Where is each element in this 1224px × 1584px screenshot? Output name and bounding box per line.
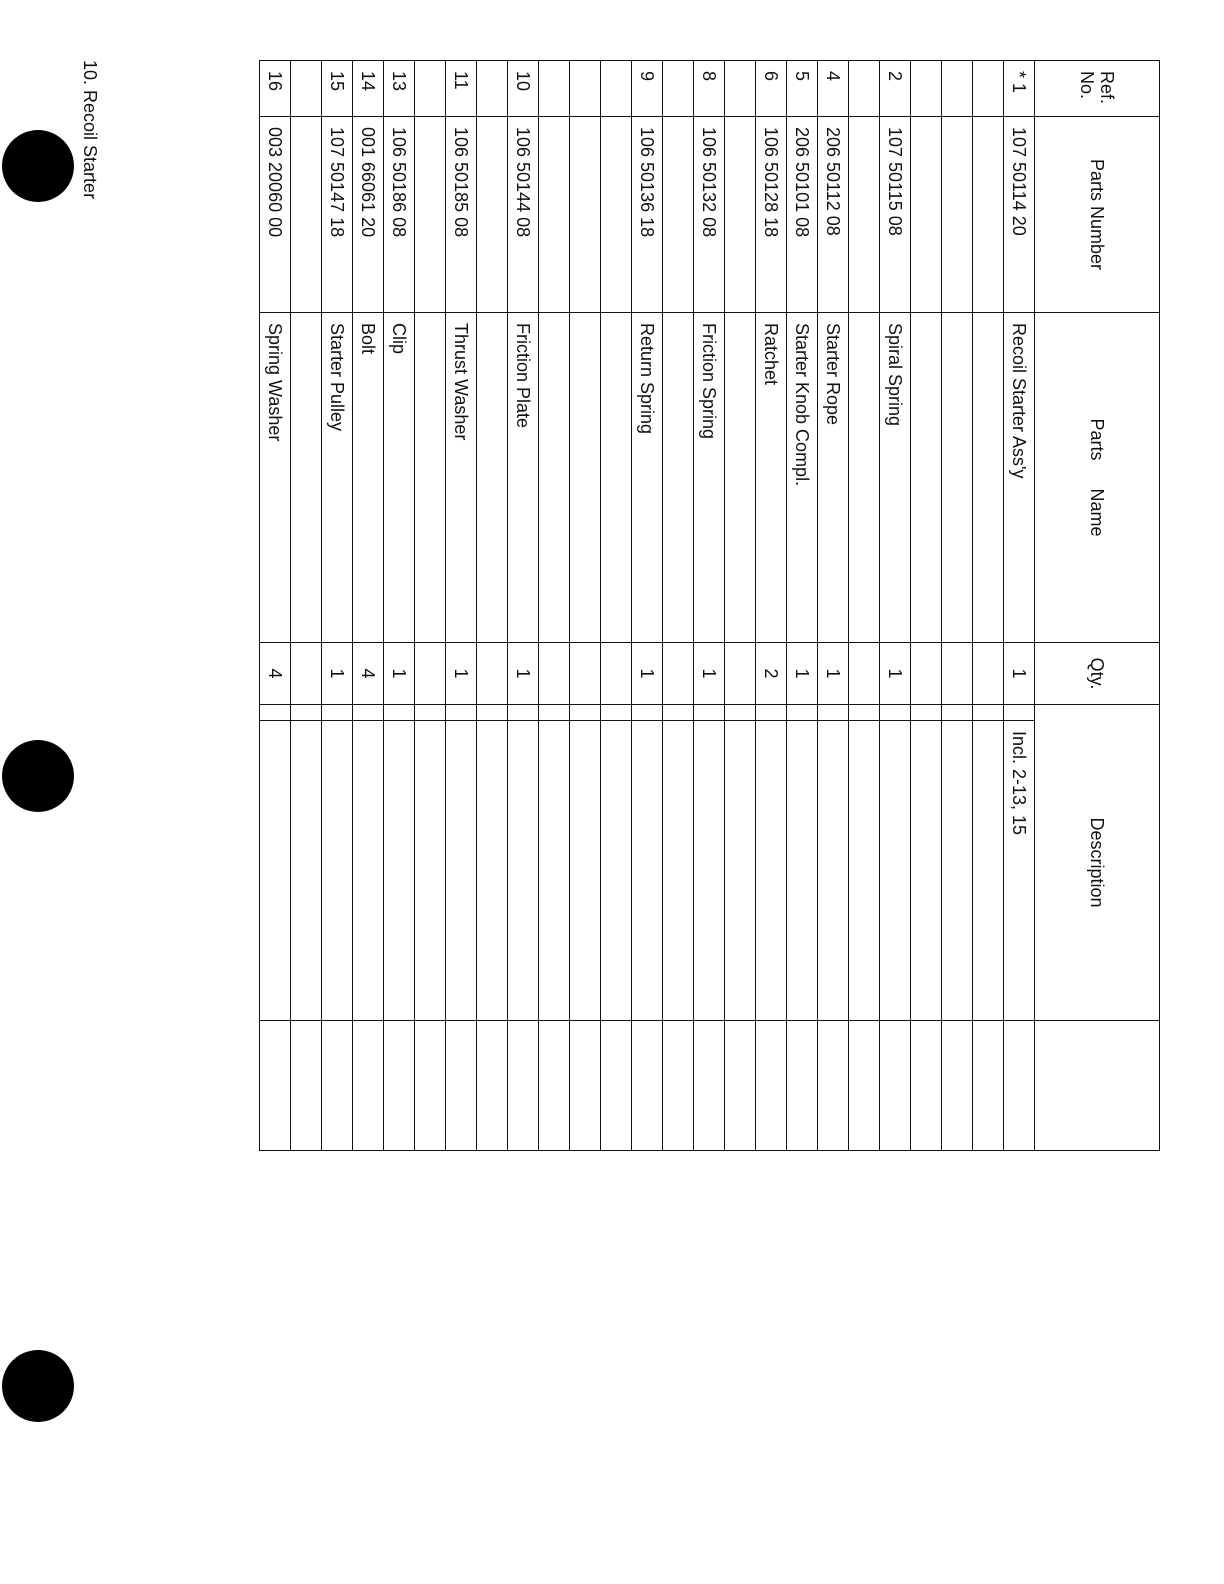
cell-spacer: [880, 705, 911, 721]
cell-ref-no: 2: [880, 61, 911, 117]
cell-parts-name: [911, 313, 942, 643]
table-row: [694, 61, 725, 1151]
cell-spacer: [818, 705, 849, 721]
cell-ref-no: [539, 61, 570, 117]
cell-description: [973, 721, 1004, 1021]
table-row: [663, 61, 694, 1151]
cell-blank: [322, 1021, 353, 1151]
cell-blank: [415, 1021, 446, 1151]
cell-blank: [384, 1021, 415, 1151]
cell-parts-name: [942, 313, 973, 643]
cell-description: [880, 721, 911, 1021]
cell-spacer: [694, 705, 725, 721]
cell-parts-name: [477, 313, 508, 643]
cell-blank: [291, 1021, 322, 1151]
cell-spacer: [849, 705, 880, 721]
header-description: Description: [1035, 705, 1160, 1021]
cell-parts-number: 106 50144 08: [508, 117, 539, 313]
cell-parts-name: [539, 313, 570, 643]
cell-parts-number: 106 50136 18: [632, 117, 663, 313]
cell-description: [725, 721, 756, 1021]
cell-ref-no: 8: [694, 61, 725, 117]
table-row: [1004, 61, 1035, 1151]
cell-blank: [508, 1021, 539, 1151]
cell-ref-no: [291, 61, 322, 117]
cell-ref-no: [477, 61, 508, 117]
cell-ref-no: [570, 61, 601, 117]
cell-description: [539, 721, 570, 1021]
table-row: [787, 61, 818, 1151]
cell-spacer: [756, 705, 787, 721]
cell-qty: [291, 643, 322, 705]
section-title: 10. Recoil Starter: [80, 60, 100, 200]
cell-qty: [601, 643, 632, 705]
cell-parts-name: Starter Knob Compl.: [787, 313, 818, 643]
cell-spacer: [477, 705, 508, 721]
header-parts-number: Parts Number: [1035, 117, 1160, 313]
table-row: [818, 61, 849, 1151]
cell-description: [322, 721, 353, 1021]
cell-parts-number: [415, 117, 446, 313]
table-row: [973, 61, 1004, 1151]
cell-parts-name: Friction Spring: [694, 313, 725, 643]
cell-parts-name: [849, 313, 880, 643]
cell-ref-no: 10: [508, 61, 539, 117]
cell-parts-name: Bolt: [353, 313, 384, 643]
cell-description: [849, 721, 880, 1021]
parts-table-body: [260, 61, 1035, 1151]
cell-parts-name: Recoil Starter Ass'y: [1004, 313, 1035, 643]
cell-parts-name: Friction Plate: [508, 313, 539, 643]
header-ref-no: Ref. No.: [1035, 61, 1160, 117]
cell-spacer: [322, 705, 353, 721]
cell-spacer: [973, 705, 1004, 721]
cell-qty: 1: [694, 643, 725, 705]
cell-parts-name: Return Spring: [632, 313, 663, 643]
cell-ref-no: [725, 61, 756, 117]
table-row: [260, 61, 291, 1151]
table-row: [415, 61, 446, 1151]
cell-parts-number: 003 20060 00: [260, 117, 291, 313]
cell-spacer: [291, 705, 322, 721]
cell-spacer: [353, 705, 384, 721]
header-parts-name: Parts Name: [1035, 313, 1160, 643]
cell-description: [570, 721, 601, 1021]
cell-description: [787, 721, 818, 1021]
table-row: [942, 61, 973, 1151]
cell-parts-number: 001 66061 20: [353, 117, 384, 313]
cell-parts-number: [601, 117, 632, 313]
cell-blank: [756, 1021, 787, 1151]
cell-blank: [973, 1021, 1004, 1151]
cell-parts-name: Thrust Washer: [446, 313, 477, 643]
cell-blank: [787, 1021, 818, 1151]
cell-parts-name: Spring Washer: [260, 313, 291, 643]
cell-description: [415, 721, 446, 1021]
cell-qty: [849, 643, 880, 705]
cell-spacer: [539, 705, 570, 721]
table-row: [880, 61, 911, 1151]
cell-description: [756, 721, 787, 1021]
cell-description: [911, 721, 942, 1021]
cell-blank: [694, 1021, 725, 1151]
cell-qty: [539, 643, 570, 705]
cell-ref-no: [415, 61, 446, 117]
cell-spacer: [787, 705, 818, 721]
cell-spacer: [508, 705, 539, 721]
cell-parts-name: [601, 313, 632, 643]
cell-blank: [663, 1021, 694, 1151]
cell-qty: [911, 643, 942, 705]
cell-blank: [1004, 1021, 1035, 1151]
cell-parts-number: [911, 117, 942, 313]
cell-qty: [942, 643, 973, 705]
cell-spacer: [911, 705, 942, 721]
cell-ref-no: [911, 61, 942, 117]
cell-spacer: [1004, 705, 1035, 721]
cell-parts-number: [725, 117, 756, 313]
cell-blank: [880, 1021, 911, 1151]
cell-ref-no: [973, 61, 1004, 117]
cell-blank: [849, 1021, 880, 1151]
cell-blank: [942, 1021, 973, 1151]
table-row: [570, 61, 601, 1151]
cell-parts-number: 106 50132 08: [694, 117, 725, 313]
cell-blank: [260, 1021, 291, 1151]
cell-description: [818, 721, 849, 1021]
cell-parts-name: Starter Rope: [818, 313, 849, 643]
cell-parts-number: 107 50115 08: [880, 117, 911, 313]
cell-ref-no: 13: [384, 61, 415, 117]
cell-qty: 1: [384, 643, 415, 705]
cell-qty: 2: [756, 643, 787, 705]
cell-description: [353, 721, 384, 1021]
table-row: [725, 61, 756, 1151]
table-row: [632, 61, 663, 1151]
cell-qty: [973, 643, 1004, 705]
cell-parts-number: 106 50128 18: [756, 117, 787, 313]
cell-qty: 4: [260, 643, 291, 705]
cell-ref-no: [663, 61, 694, 117]
table-row: [446, 61, 477, 1151]
cell-qty: 1: [787, 643, 818, 705]
cell-description: Incl. 2-13, 15: [1004, 721, 1035, 1021]
cell-description: [663, 721, 694, 1021]
cell-blank: [570, 1021, 601, 1151]
cell-qty: 1: [632, 643, 663, 705]
cell-blank: [632, 1021, 663, 1151]
cell-parts-name: [663, 313, 694, 643]
cell-parts-number: 106 50186 08: [384, 117, 415, 313]
cell-parts-number: 107 50147 18: [322, 117, 353, 313]
cell-ref-no: 16: [260, 61, 291, 117]
cell-parts-number: [973, 117, 1004, 313]
cell-ref-no: 5: [787, 61, 818, 117]
cell-ref-no: [601, 61, 632, 117]
cell-parts-name: Starter Pulley: [322, 313, 353, 643]
cell-description: [260, 721, 291, 1021]
cell-parts-name: Ratchet: [756, 313, 787, 643]
cell-description: [446, 721, 477, 1021]
cell-parts-name: [415, 313, 446, 643]
cell-blank: [353, 1021, 384, 1151]
cell-parts-number: [570, 117, 601, 313]
cell-parts-number: 107 50114 20: [1004, 117, 1035, 313]
cell-qty: 1: [880, 643, 911, 705]
cell-ref-no: 6: [756, 61, 787, 117]
cell-blank: [446, 1021, 477, 1151]
cell-qty: 1: [446, 643, 477, 705]
cell-qty: 4: [353, 643, 384, 705]
cell-blank: [539, 1021, 570, 1151]
cell-qty: [570, 643, 601, 705]
table-row: [384, 61, 415, 1151]
parts-table: [259, 60, 1160, 1151]
cell-spacer: [446, 705, 477, 721]
table-row: [756, 61, 787, 1151]
cell-parts-name: [570, 313, 601, 643]
cell-qty: 1: [1004, 643, 1035, 705]
header-row: [1035, 61, 1160, 1151]
table-row: [539, 61, 570, 1151]
cell-spacer: [260, 705, 291, 721]
cell-qty: 1: [322, 643, 353, 705]
cell-ref-no: 4: [818, 61, 849, 117]
cell-parts-number: [539, 117, 570, 313]
table-row: [477, 61, 508, 1151]
cell-parts-number: 106 50185 08: [446, 117, 477, 313]
cell-parts-name: Clip: [384, 313, 415, 643]
cell-parts-name: [291, 313, 322, 643]
cell-description: [942, 721, 973, 1021]
cell-ref-no: [849, 61, 880, 117]
cell-parts-name: Spiral Spring: [880, 313, 911, 643]
cell-spacer: [384, 705, 415, 721]
cell-parts-number: [663, 117, 694, 313]
cell-parts-number: 206 50112 08: [818, 117, 849, 313]
rotated-page: [60, 60, 1160, 1570]
cell-description: [508, 721, 539, 1021]
header-blank: [1035, 1021, 1160, 1151]
cell-qty: [477, 643, 508, 705]
table-row: [322, 61, 353, 1151]
cell-spacer: [632, 705, 663, 721]
cell-description: [694, 721, 725, 1021]
cell-parts-number: [942, 117, 973, 313]
cell-ref-no: 9: [632, 61, 663, 117]
cell-qty: [415, 643, 446, 705]
cell-spacer: [725, 705, 756, 721]
cell-spacer: [601, 705, 632, 721]
cell-qty: 1: [818, 643, 849, 705]
cell-qty: 1: [508, 643, 539, 705]
cell-description: [384, 721, 415, 1021]
cell-qty: [725, 643, 756, 705]
cell-ref-no: * 1: [1004, 61, 1035, 117]
cell-spacer: [415, 705, 446, 721]
cell-parts-number: [849, 117, 880, 313]
cell-description: [291, 721, 322, 1021]
cell-blank: [601, 1021, 632, 1151]
cell-ref-no: [942, 61, 973, 117]
cell-description: [632, 721, 663, 1021]
cell-ref-no: 15: [322, 61, 353, 117]
cell-blank: [725, 1021, 756, 1151]
cell-blank: [477, 1021, 508, 1151]
cell-qty: [663, 643, 694, 705]
table-row: [291, 61, 322, 1151]
cell-blank: [818, 1021, 849, 1151]
cell-parts-number: 206 50101 08: [787, 117, 818, 313]
cell-parts-name: [973, 313, 1004, 643]
cell-ref-no: 11: [446, 61, 477, 117]
header-qty: Qty.: [1035, 643, 1160, 705]
cell-parts-number: [477, 117, 508, 313]
cell-spacer: [663, 705, 694, 721]
cell-blank: [911, 1021, 942, 1151]
table-row: [911, 61, 942, 1151]
table-row: [508, 61, 539, 1151]
cell-ref-no: 14: [353, 61, 384, 117]
cell-parts-number: [291, 117, 322, 313]
cell-parts-name: [725, 313, 756, 643]
table-row: [353, 61, 384, 1151]
cell-description: [477, 721, 508, 1021]
table-row: [849, 61, 880, 1151]
table-row: [601, 61, 632, 1151]
cell-spacer: [942, 705, 973, 721]
cell-spacer: [570, 705, 601, 721]
cell-description: [601, 721, 632, 1021]
